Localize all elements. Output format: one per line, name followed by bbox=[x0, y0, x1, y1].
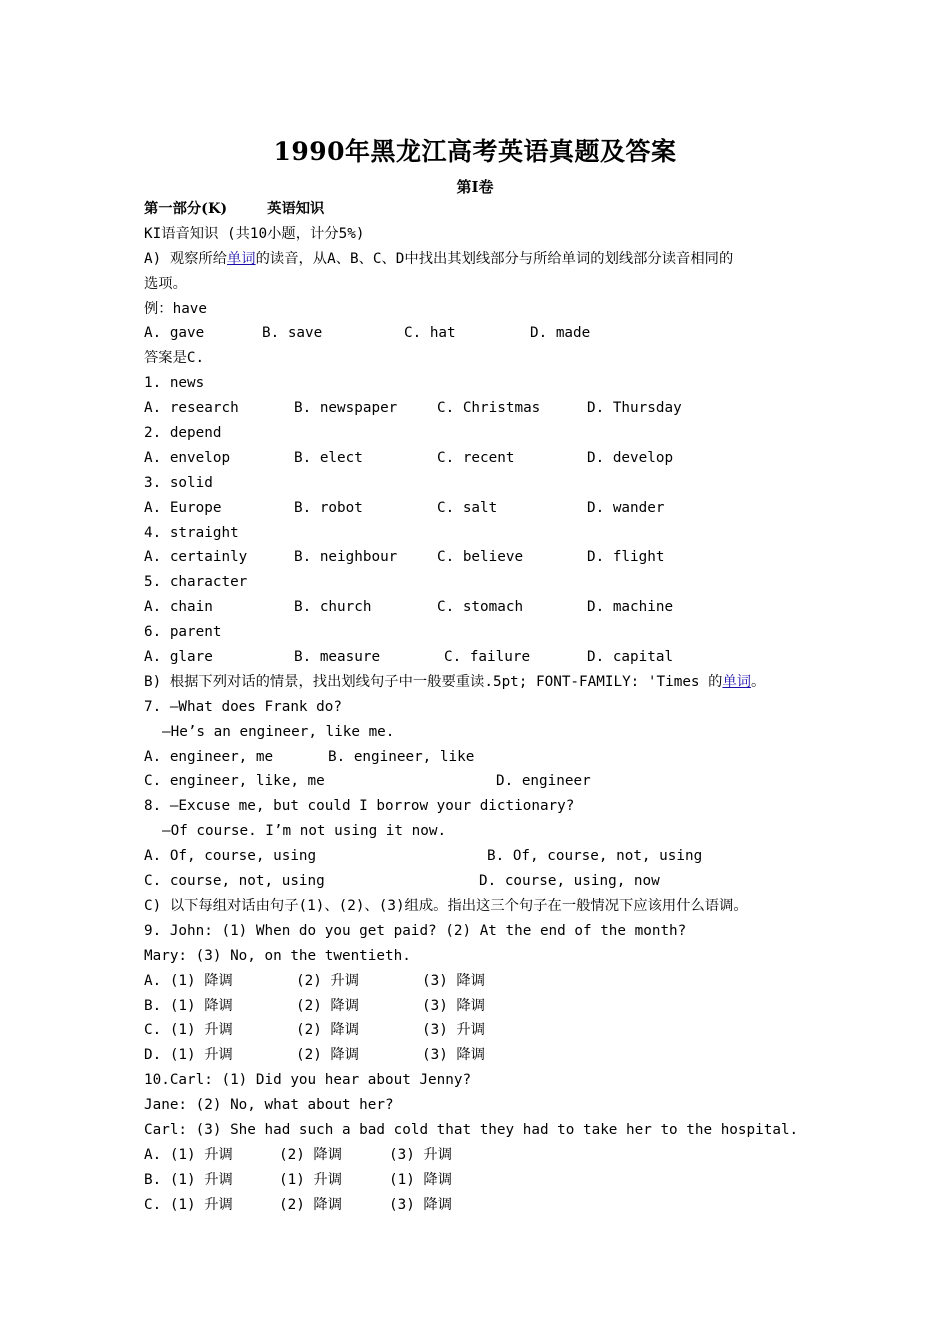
question-6-stem: 6. parent bbox=[144, 624, 222, 641]
question-10-option-c: C. (1) 升调 (2) 降调 (3) 降调 bbox=[144, 1196, 453, 1213]
question-8-options-cd: C. course, not, using D. course, using, now bbox=[144, 873, 660, 890]
question-10-line-3: Carl: (3) She had such a bad cold that they had to take her to the hospital. bbox=[144, 1121, 799, 1138]
question-9-option-b: B. (1) 降调 (2) 降调 (3) 降调 bbox=[144, 997, 486, 1014]
word-link[interactable]: 单词 bbox=[227, 250, 256, 267]
question-10-option-b: B. (1) 升调 (1) 升调 (1) 降调 bbox=[144, 1171, 453, 1188]
question-10-option-a: A. (1) 升调 (2) 降调 (3) 升调 bbox=[144, 1146, 453, 1163]
question-6-options: A. glare B. measure C. failure D. capital bbox=[144, 649, 674, 666]
example-stem: 例：have bbox=[144, 300, 208, 317]
question-9-option-c: C. (1) 升调 (2) 降调 (3) 升调 bbox=[144, 1022, 486, 1039]
question-9-option-d: D. (1) 升调 (2) 降调 (3) 降调 bbox=[144, 1047, 486, 1064]
part-name: 英语知识 bbox=[267, 201, 325, 217]
question-8-stem: 8. —Excuse me, but could I borrow your dictionary? bbox=[144, 798, 575, 815]
part-label: 第一部分(K) bbox=[144, 201, 228, 217]
question-4-stem: 4. straight bbox=[144, 524, 239, 541]
question-9-option-a: A. (1) 降调 (2) 升调 (3) 降调 bbox=[144, 972, 486, 989]
question-4-options: A. certainly B. neighbour C. believe D. flight bbox=[144, 549, 665, 566]
question-7-options-cd: C. engineer, like, me D. engineer bbox=[144, 773, 591, 790]
question-7-stem: 7. —What does Frank do? bbox=[144, 698, 342, 715]
question-10-line-2: Jane: (2) No, what about her? bbox=[144, 1097, 394, 1114]
section-k1: KI语音知识 (共10小题，计分5%) bbox=[144, 225, 365, 242]
question-2-stem: 2. depend bbox=[144, 425, 222, 442]
question-3-stem: 3. solid bbox=[144, 474, 213, 491]
question-7-options-ab: A. engineer, me B. engineer, like bbox=[144, 748, 475, 765]
section-a-instruction: A) 观察所给单词的读音，从A、B、C、D中找出其划线部分与所给单词的划线部分读音相同的 bbox=[144, 250, 734, 267]
document-body bbox=[144, 197, 824, 1218]
question-9-line-1: 9. John: (1) When do you get paid? (2) At the end of the month? bbox=[144, 922, 687, 939]
example-options: A. gave B. save C. hat D. made bbox=[144, 325, 591, 342]
word-link[interactable]: 单词 bbox=[722, 673, 752, 690]
section-title: 第I卷 bbox=[456, 178, 494, 196]
question-2-options: A. envelop B. elect C. recent D. develop bbox=[144, 449, 674, 466]
section-b-instruction: B) 根据下列对话的情景，找出划线句子中一般要重读.5pt; FONT-FAMILY: 'Times 的单词。 bbox=[144, 673, 766, 690]
question-3-options: A. Europe B. robot C. salt D. wander bbox=[144, 499, 665, 516]
question-8-options-ab: A. Of, course, using B. Of, course, not, using bbox=[144, 848, 703, 865]
section-a-instruction-cont: 选项。 bbox=[144, 275, 187, 292]
question-8-reply: —Of course. I’m not using it now. bbox=[162, 823, 447, 840]
question-5-options: A. chain B. church C. stomach D. machine bbox=[144, 599, 674, 616]
question-7-reply: —He’s an engineer, like me. bbox=[162, 723, 395, 740]
part-heading bbox=[144, 197, 824, 222]
example-answer: 答案是C. bbox=[144, 350, 205, 367]
question-1-stem: 1. news bbox=[144, 375, 205, 392]
question-9-line-2: Mary: (3) No, on the twentieth. bbox=[144, 947, 411, 964]
page-title: 1990年黑龙江高考英语真题及答案 bbox=[273, 137, 677, 166]
section-c-instruction: C) 以下每组对话由句子(1)、(2)、(3)组成。指出这三个句子在一般情况下应该用什么语调。 bbox=[144, 897, 748, 914]
question-1-options: A. research B. newspaper C. Christmas D. Thursday bbox=[144, 400, 682, 417]
question-10-line-1: 10.Carl: (1) Did you hear about Jenny? bbox=[144, 1072, 472, 1089]
question-5-stem: 5. character bbox=[144, 574, 248, 591]
